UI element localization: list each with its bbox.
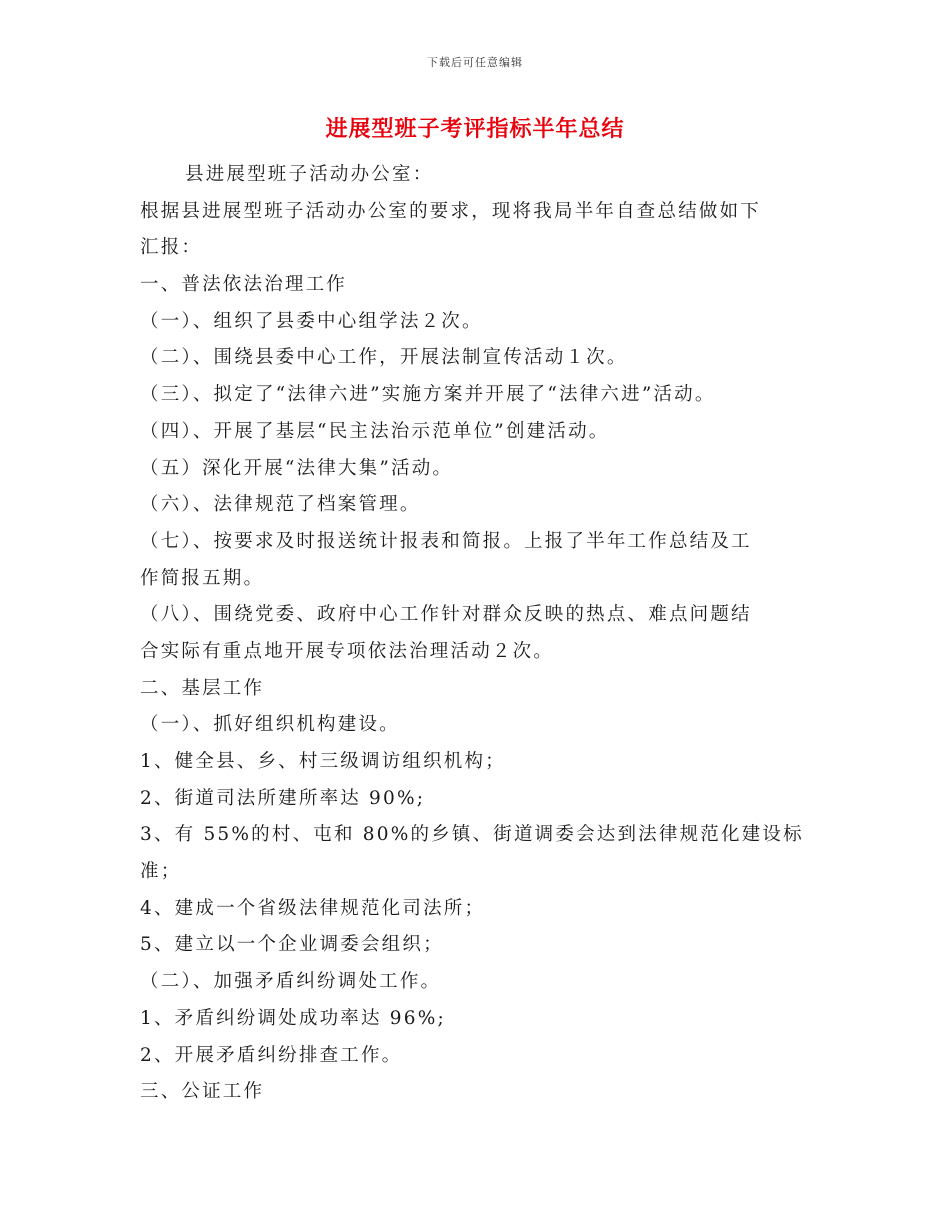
document-body: [140, 157, 804, 1111]
list-item: 3、有 55%的村、屯和 80%的乡镇、街道调委会达到法律规范化建设标: [140, 824, 804, 846]
list-item-continuation: 准；: [140, 861, 182, 883]
list-item: （五）深化开展“法律大集”活动。: [140, 457, 454, 479]
list-item: （三）、拟定了“法律六进”实施方案并开展了“法律六进”活动。: [140, 384, 716, 406]
list-item: 1、矛盾纠纷调处成功率达 96%;: [140, 1007, 446, 1029]
list-item: （二）、围绕县委中心工作，开展法制宣传活动１次。: [140, 347, 628, 369]
list-item: 4、建成一个省级法律规范化司法所；: [140, 897, 486, 919]
list-item: 1、健全县、乡、村三级调访组织机构；: [140, 751, 506, 772]
list-item: （四）、开展了基层“民主法治示范单位”创建活动。: [140, 420, 610, 442]
list-item: 5、建立以一个企业调委会组织；: [140, 934, 444, 956]
list-item: （六）、法律规范了档案管理。: [140, 494, 421, 516]
section-heading: 二、基层工作: [140, 677, 265, 699]
list-item-continuation: 合实际有重点地开展专项依法治理活动２次。: [140, 640, 555, 662]
list-item: （二）、加强矛盾纠纷调处工作。: [140, 971, 442, 993]
list-item-continuation: 作简报五期。: [140, 567, 265, 589]
body-line: 根据县进展型班子活动办公室的要求，现将我局半年自查总结做如下: [140, 200, 762, 222]
section-heading: 一、普法依法治理工作: [140, 274, 348, 296]
page-header-note: 下载后可任意编辑: [427, 56, 523, 69]
list-item: 2、开展矛盾纠纷排查工作。: [140, 1044, 403, 1066]
list-item: （一）、抓好组织机构建设。: [140, 714, 400, 736]
section-heading: 三、公证工作: [140, 1081, 265, 1103]
body-line: 汇报：: [140, 237, 203, 259]
list-item: （八）、围绕党委、政府中心工作针对群众反映的热点、难点问题结: [140, 604, 752, 626]
list-item: （一）、组织了县委中心组学法２次。: [140, 310, 483, 332]
document-title: 进展型班子考评指标半年总结: [325, 117, 625, 142]
list-item: 2、街道司法所建所率达 90%;: [140, 787, 426, 809]
salutation-line: 县进展型班子活动办公室：: [185, 164, 434, 185]
list-item: （七）、按要求及时报送统计报表和简报。上报了半年工作总结及工: [140, 530, 752, 552]
